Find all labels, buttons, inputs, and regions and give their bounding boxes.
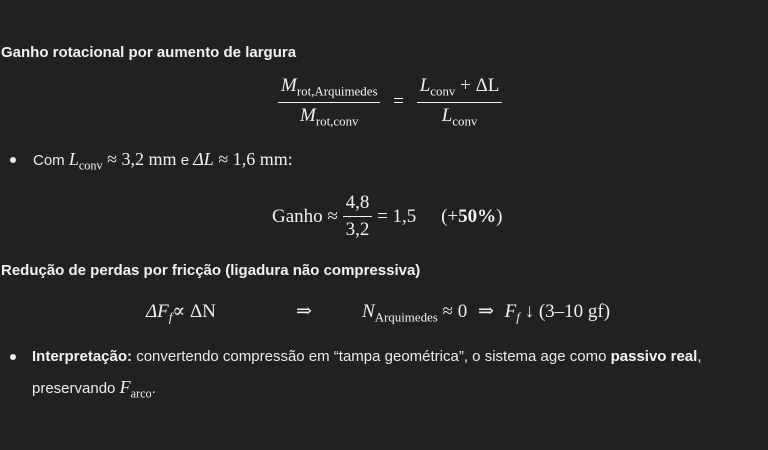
lhs-fraction: $\frac{M_{rot,Arquimedes}}{M_{rot,conv}}$	[278, 75, 380, 129]
friction-proportional: $\Delta F_f\propto \Delta N$	[146, 301, 216, 325]
bullet-dimensions: Com $L_{conv} \approx 3,2$ mm e ΔL ≈ 1,6 mm:	[33, 149, 293, 173]
friction-chain: $N_{Arquimedes} \approx 0$ ⇒ $F_f$ ↓ (3–10 gf)	[362, 301, 611, 325]
section-heading-friccao: Redução de perdas por fricção (ligadura não compressiva)	[1, 262, 421, 279]
implies-arrow-icon: ⇒	[296, 301, 312, 322]
gain-fraction: $\frac{4,8}{3,2}$	[343, 192, 373, 241]
bullet-dot-icon	[10, 354, 16, 360]
gain-equation: Ganho ≈ $\frac{4,8}{3,2}$ = 1,5 (+50%)	[272, 192, 503, 240]
rhs-fraction: $\frac{L_{conv} + \Delta L}{L_{conv}}$	[417, 75, 503, 129]
section-heading-ganho: Ganho rotacional por aumento de largura	[1, 44, 297, 61]
interpretation-paragraph: Interpretação: convertendo compressão em “tampa geométrica”, o sistema age como passivo real, preservando $F_{arco}$.	[32, 348, 702, 401]
bullet-dot-icon	[10, 157, 16, 163]
ratio-equation: $\frac{M_{rot,Arquimedes}}{M_{rot,conv}}$ = $\frac{L_{conv} + \Delta L}{L_{conv}}$	[278, 75, 502, 129]
